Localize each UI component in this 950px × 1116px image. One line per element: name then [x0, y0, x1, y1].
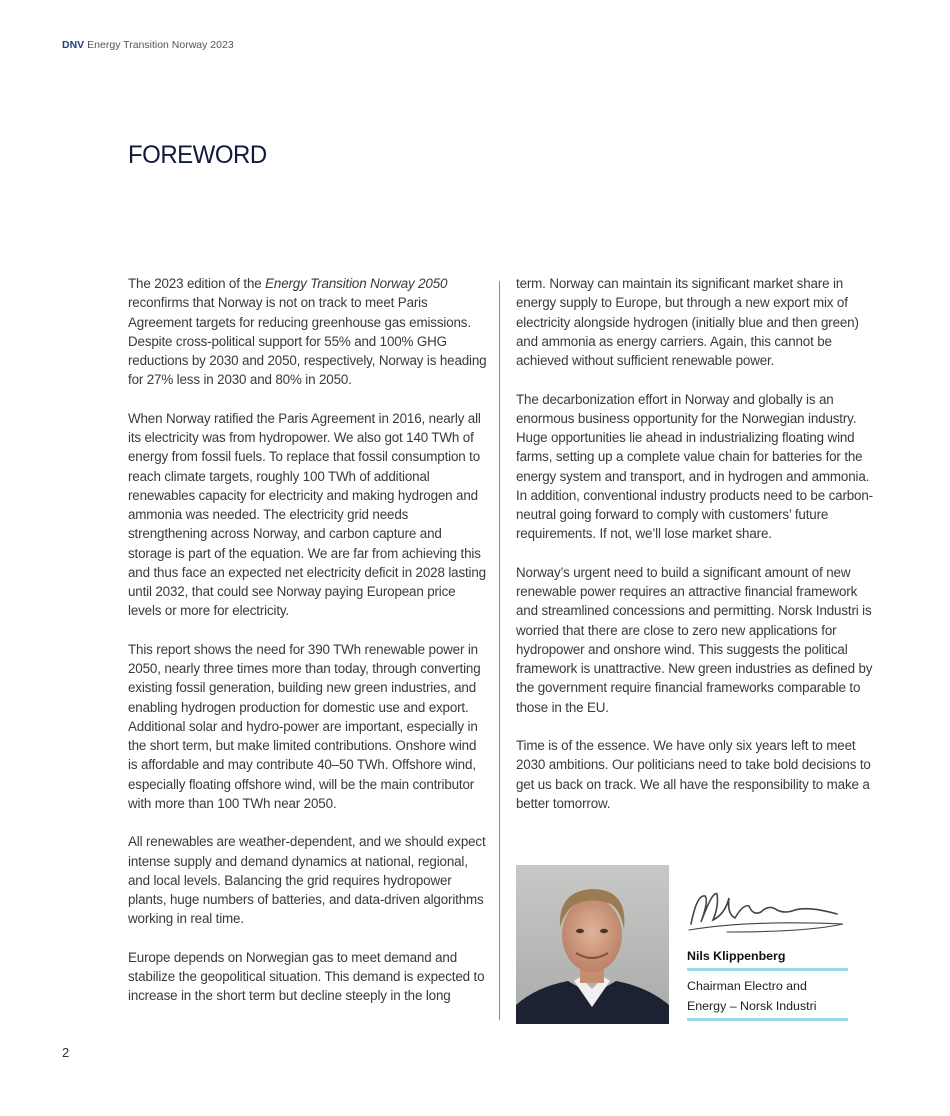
header-brand: DNV	[62, 39, 85, 51]
paragraph: This report shows the need for 390 TWh renewable power in 2050, nearly three times more than today, through converting existing fossil generation, building new green industries, and enabling hydrogen production for domestic use and export. Additional solar and hydro-power are important, especially in the short term, but make limited contributions. Onshore wind is affordable and may contribute 40–50 TWh. Offshore wind, especially floating offshore wind, will be the main contributor with more than 100 TWh near 2050.	[128, 641, 481, 811]
paragraph: The 2023 edition of the Energy Transition Norway 2050 reconfirms that Norway is not on track to meet Paris Agreement targets for reducing greenhouse gas emissions. Despite cross-political support for 55% and 100% GHG reductions by 2030 and 2050, respectively, Norway is heading for 27% less in 2030 and 80% in 2050.	[128, 276, 487, 388]
paragraph: term. Norway can maintain its significant market share in energy supply to Europe, but through a new export mix of electricity alongside hydrogen (initially blue and then green) and ammonia as energy carriers. Again, this cannot be achieved without sufficient renewable power.	[516, 276, 859, 368]
paragraph: Europe depends on Norwegian gas to meet demand and stabilize the geopolitical situation. This demand is expected to increase in the short term but decline steeply in the long	[128, 949, 485, 1004]
author-portrait	[516, 865, 669, 1024]
paragraph: The decarbonization effort in Norway and globally is an enormous business opportunity for the Norwegian industry. Huge opportunities lie ahead in industrializing floating wind farms, setting up a complete value chain for batteries for the energy system and transport, and in hydrogen and ammonia. In addition, conventional industry products need to be carbon-neutral going forward to comply with customers’ future requirements. If not, we’ll lose market share.	[516, 391, 873, 542]
text-column-left	[128, 274, 488, 1025]
paragraph: Time is of the essence. We have only six years left to meet 2030 ambitions. Our politicians need to take bold decisions to get us back on track. We all have the responsibility to make a better tomorrow.	[516, 738, 871, 811]
paragraph: Norway’s urgent need to build a significant amount of new renewable power requires an attractive financial framework and streamlined concessions and permitting. Norsk Industri is worried that there are close to zero new applications for hydropower and onshore wind. This suggests the political framework is unattractive. New green industries as defined by the government require financial frameworks comparable to those in the EU.	[516, 564, 873, 715]
page-title: FOREWORD	[128, 141, 267, 170]
signatory-name: Nils Klippenberg	[687, 949, 848, 971]
page-number: 2	[62, 1045, 70, 1060]
column-divider	[499, 281, 500, 1020]
signatory-role: Chairman Electro and Energy – Norsk Industri	[687, 977, 848, 1021]
header-publication: Energy Transition Norway 2023	[87, 39, 234, 51]
text-column-right	[516, 274, 878, 832]
paragraph: All renewables are weather-dependent, and we should expect intense supply and demand dynamics at national, regional, and local levels. Balancing the grid requires hydropower plants, huge numbers of batteries, and data-driven algorithms working in real time.	[128, 834, 486, 927]
report-title-italic: Energy Transition Norway 2050	[265, 276, 448, 291]
handwritten-signature	[687, 884, 849, 938]
running-header	[62, 39, 234, 51]
paragraph: When Norway ratified the Paris Agreement in 2016, nearly all its electricity was from hydropower. We also got 140 TWh of energy from fossil fuels. To replace that fossil consumption to reach climate targets, roughly 100 TWh of additional renewables capacity for electricity and making hydrogen and ammonia was needed. The electricity grid needs strengthening across Norway, and carbon capture and storage is part of the equation. We are far from achieving this and thus face an expected net electricity deficit in 2028 lasting until 2032, that could see Norway paying European price levels or more for electricity.	[128, 410, 486, 619]
